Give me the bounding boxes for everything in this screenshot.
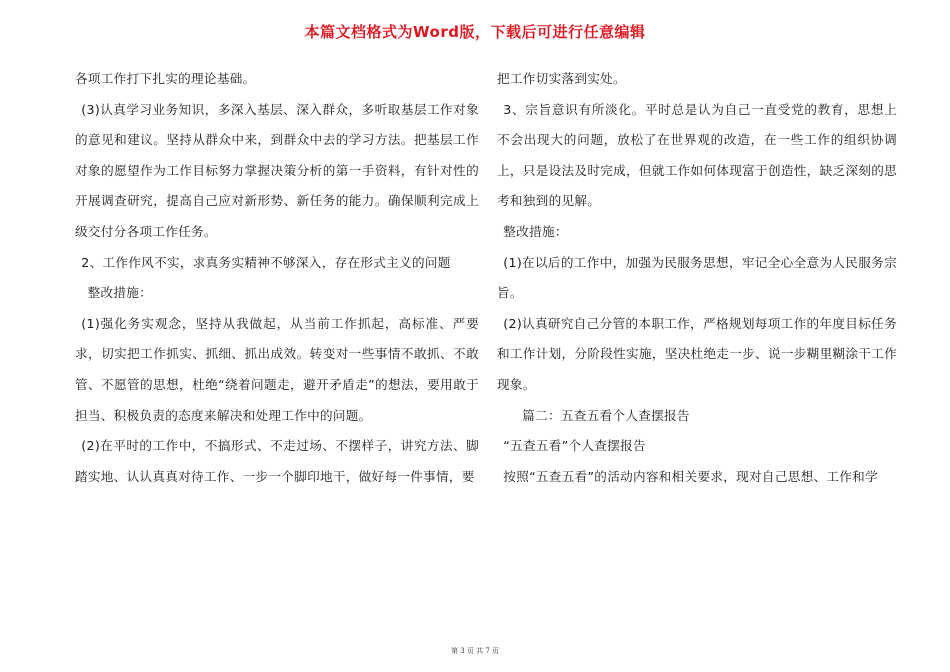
measures-heading: 整改措施：: [503, 223, 568, 239]
measures-heading: 整改措施：: [87, 285, 153, 301]
paragraph: 按照“五查五看”的活动内容和相关要求，现对自己思想、工作和学: [503, 468, 878, 484]
report-title: “五查五看”个人查摆报告: [503, 438, 646, 454]
article-title: 篇二：五查五看个人查摆报告: [522, 407, 690, 423]
section-heading: 2、工作作风不实，求真务实精神不够深入，存在形式主义的问题: [81, 254, 451, 270]
paragraph: (1)在以后的工作中，加强为民服务思想，牢记全心全意为人民服务宗旨。: [497, 254, 897, 301]
right-column: [497, 64, 897, 492]
paragraph: 各项工作打下扎实的理论基础。: [75, 71, 256, 86]
paragraph: (2)认真研究自己分管的本职工作，严格规划每项工作的年度目标任务和工作计划，分阶段性实施，坚决杜绝走一步、说一步糊里糊涂干工作现象。: [497, 315, 897, 392]
download-banner: 本篇文档格式为Word版，下载后可进行任意编辑: [304, 23, 646, 41]
paragraph: (3)认真学习业务知识，多深入基层、深入群众，多听取基层工作对象的意见和建议。坚持从群众中来，到群众中去的学习方法。把基层工作对象的愿望作为工作目标努力掌握决策分析的第一手资料，有针对性的开展调查研究，提高自己应对新形势、新任务的能力。确保顺利完成上级交付分各项工作任务。: [75, 101, 479, 239]
left-column: [75, 64, 479, 492]
paragraph: (1)强化务实观念，坚持从我做起，从当前工作抓起，高标准、严要求，切实把工作抓实、抓细、抓出成效。转变对一些事情不敢抓、不敢管、不愿管的思想，杜绝“绕着问题走，避开矛盾走”的想法，要用敢于担当、积极负责的态度来解决和处理工作中的问题。: [75, 315, 479, 423]
paragraph: 把工作切实落到实处。: [497, 71, 626, 86]
paragraph: (2)在平时的工作中，不搞形式、不走过场、不摆样子，讲究方法、脚踏实地、认认真真对待工作、一步一个脚印地干，做好每一件事情，要: [75, 438, 479, 484]
section-heading: 3、宗旨意识有所淡化。平时总是认为自己一直受党的教育，思想上不会出现大的问题，放松了在世界观的改造，在一些工作的组织协调上，只是设法及时完成，但就工作如何体现富于创造性，缺乏深刻的思考和独到的见解。: [497, 101, 897, 209]
page-number: 第 3 页 共 7 页: [450, 647, 500, 655]
